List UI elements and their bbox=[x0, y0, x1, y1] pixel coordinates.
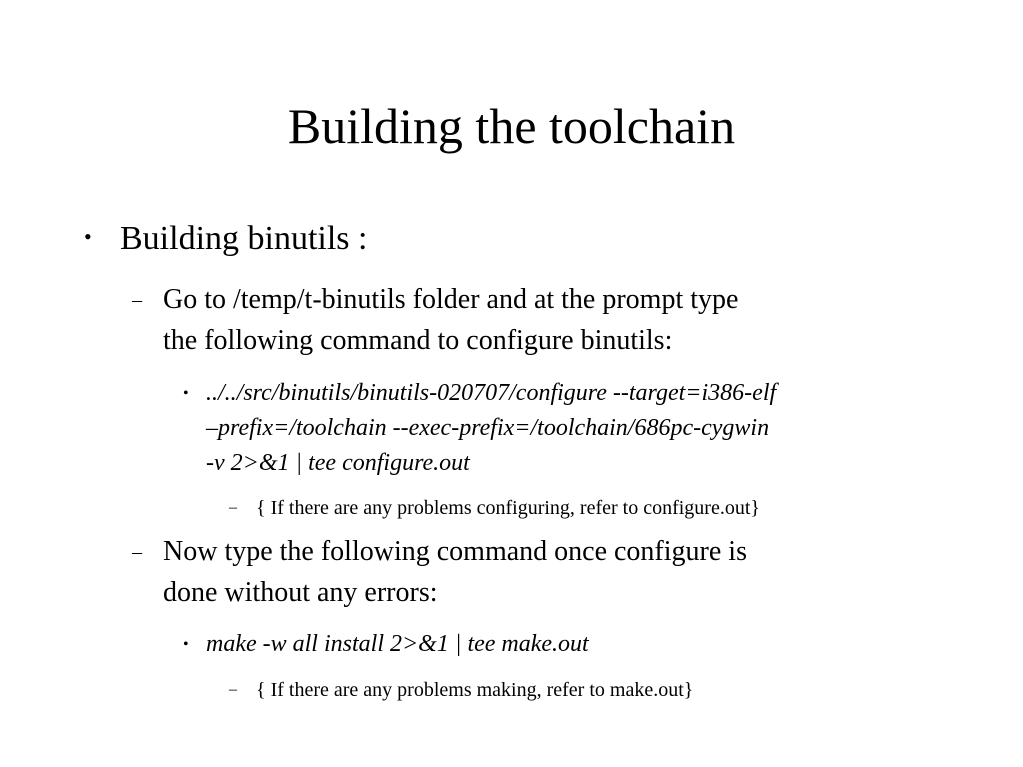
bullet-icon: • bbox=[183, 385, 189, 402]
sub-item-line: the following command to configure binutils: bbox=[163, 325, 673, 356]
command-line: make -w all install 2>&1 | tee make.out bbox=[206, 631, 589, 657]
sub-item-line: done without any errors: bbox=[163, 577, 438, 608]
bullet-icon: • bbox=[84, 224, 92, 249]
dash-icon: – bbox=[132, 541, 142, 563]
dash-icon: – bbox=[132, 289, 142, 311]
sub-item-line: Now type the following command once configure is bbox=[163, 536, 747, 567]
command-line: -v 2>&1 | tee configure.out bbox=[206, 450, 470, 476]
dash-icon: – bbox=[229, 681, 237, 698]
command-line: –prefix=/toolchain --exec-prefix=/toolchain/686pc-cygwin bbox=[206, 415, 770, 441]
slide-title: Building the toolchain bbox=[287, 98, 736, 154]
bullet-text: Building binutils : bbox=[120, 220, 368, 257]
note-text: { If there are any problems making, refer to make.out} bbox=[256, 679, 694, 701]
command-line: ../../src/binutils/binutils-020707/configure --target=i386-elf bbox=[206, 380, 777, 406]
bullet-icon: • bbox=[183, 636, 189, 653]
dash-icon: – bbox=[229, 499, 237, 516]
note-text: { If there are any problems configuring, refer to configure.out} bbox=[256, 497, 761, 519]
sub-item-line: Go to /temp/t-binutils folder and at the prompt type bbox=[163, 284, 739, 315]
